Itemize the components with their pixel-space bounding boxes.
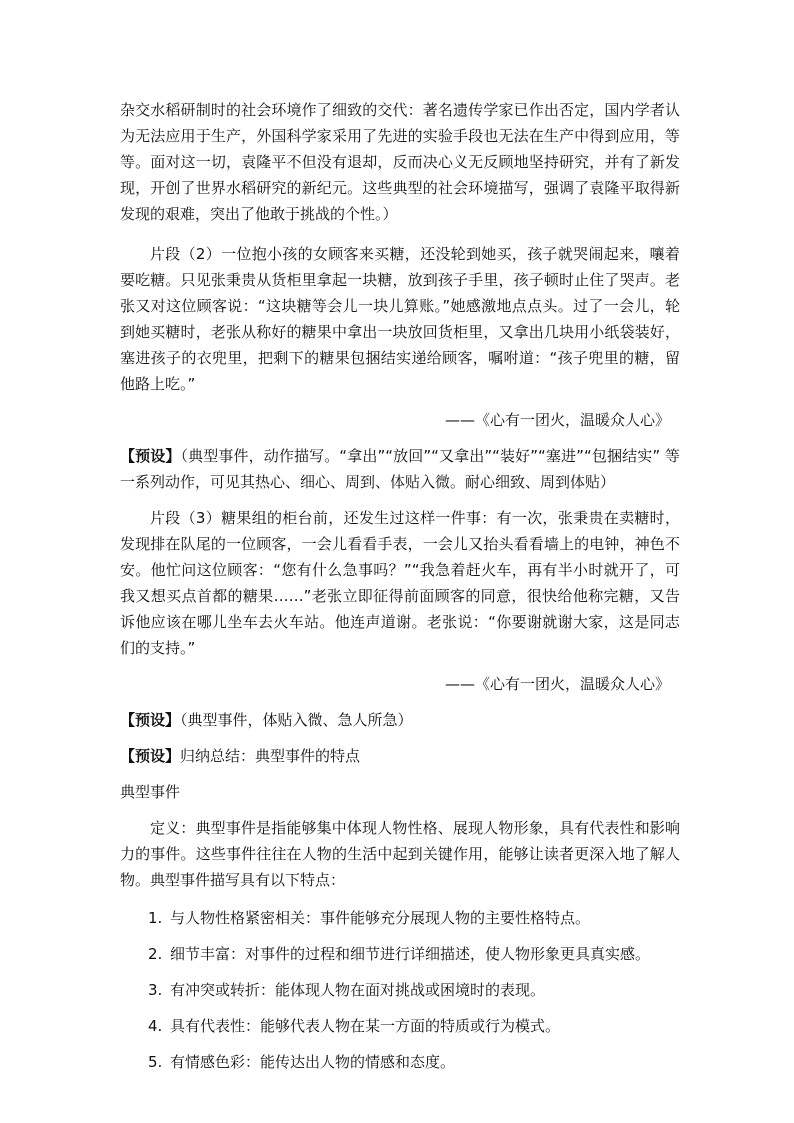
definition-paragraph: 定义：典型事件是指能够集中体现人物性格、展现人物形象，具有代表性和影响力的事件。这些事件往往在人物的生活中起到关键作用，能够让读者更深入地了解人物。典型事件描写具有以下特点： — [120, 819, 680, 889]
preset-text: 归纳总结：典型事件的特点 — [180, 747, 361, 765]
preset-label: 【预设】 — [120, 711, 181, 729]
preset-1-paragraph — [120, 443, 680, 495]
fragment-3-source: ——《心有一团火，温暖众人心》 — [444, 675, 670, 693]
preset-3-paragraph — [120, 743, 680, 769]
list-item — [148, 941, 680, 967]
list-number: 4. — [148, 1017, 163, 1035]
preset-2-paragraph — [120, 707, 680, 733]
list-item — [148, 1013, 680, 1039]
list-number: 1. — [148, 909, 163, 927]
preset-text: （典型事件，体贴入微、急人所急） — [180, 711, 413, 729]
preset-label: 【预设】 — [120, 747, 181, 765]
list-text: 具有代表性：能够代表人物在某一方面的特质或行为模式。 — [170, 1017, 561, 1035]
list-number: 5. — [148, 1053, 163, 1071]
list-item — [148, 977, 680, 1003]
feature-list — [120, 905, 680, 1075]
list-number: 3. — [148, 981, 163, 999]
section-heading: 典型事件 — [120, 783, 181, 801]
list-item — [148, 905, 680, 931]
preset-text: （典型事件，动作描写。“拿出”“放回”“又拿出”“装好”“塞进”“包捆结实” 等一系列动作，可见其热心、细心、周到、体贴入微。耐心细致、周到体贴） — [120, 447, 680, 491]
list-text: 有冲突或转折：能体现人物在面对挑战或困境时的表现。 — [170, 981, 546, 999]
list-text: 有情感色彩：能传达出人物的情感和态度。 — [170, 1053, 456, 1071]
intro-paragraph: 杂交水稻研制时的社会环境作了细致的交代：著名遗传学家已作出否定，国内学者认为无法应用于生产，外国科学家采用了先进的实验手段也无法在生产中得到应用，等等。面对这一切，袁隆平不但没有退却，反而决心义无反顾地坚持研究，并有了新发现，开创了世界水稻研究的新纪元。这些典型的社会环境描写，强调了袁隆平取得新发现的艰难，突出了他敢于挑战的个性。） — [120, 101, 680, 223]
list-item — [148, 1049, 680, 1075]
list-number: 2. — [148, 945, 163, 963]
list-text: 细节丰富：对事件的过程和细节进行详细描述，使人物形象更具真实感。 — [170, 945, 651, 963]
list-text: 与人物性格紧密相关：事件能够充分展现人物的主要性格特点。 — [170, 909, 591, 927]
fragment-3-paragraph: 片段（3）糖果组的柜台前，还发生过这样一件事：有一次，张秉贵在卖糖时，发现排在队尾的一位顾客，一会儿看看手表，一会儿又抬头看看墙上的电钟，神色不安。他忙问这位顾客：“您有什么急事吗？”“我急着赶火车，再有半小时就开了，可我又想买点首都的糖果……”老张立即征得前面顾客的同意，很快给他称完糖，又告诉他应该在哪儿坐车去火车站。他连声道谢。老张说：“你要谢就谢大家，这是同志们的支持。” — [120, 509, 680, 657]
fragment-2-paragraph: 片段（2）一位抱小孩的女顾客来买糖，还没轮到她买，孩子就哭闹起来，嚷着要吃糖。只见张秉贵从货柜里拿起一块糖，放到孩子手里，孩子顿时止住了哭声。老张又对这位顾客说：“这块糖等会儿一块儿算账。”她感激地点点头。过了一会儿，轮到她买糖时，老张从称好的糖果中拿出一块放回货柜里，又拿出几块用小纸袋装好，塞进孩子的衣兜里，把剩下的糖果包捆结实递给顾客，嘱咐道：“孩子兜里的糖，留他路上吃。” — [120, 245, 680, 393]
fragment-2-source: ——《心有一团火，温暖众人心》 — [444, 411, 670, 429]
document-page — [120, 97, 680, 1085]
preset-label: 【预设】 — [120, 447, 181, 465]
